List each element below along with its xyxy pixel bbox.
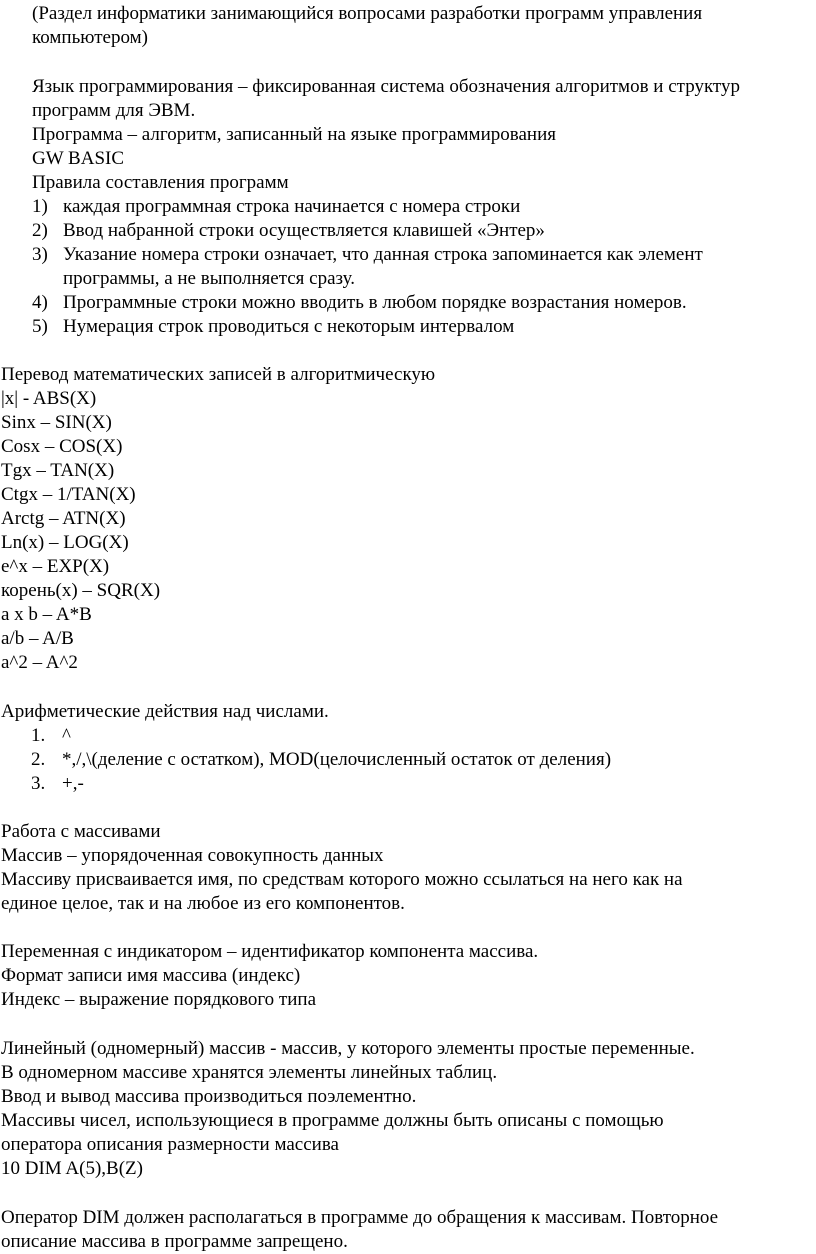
list-item-text: *,/,\(деление с остатком), MOD(целочисленный остаток от деления) xyxy=(62,749,612,770)
list-item-text: Ввод набранной строки осуществляется клавишей «Энтер» xyxy=(63,220,545,241)
array-naming-line-2: единое целое, так и на любое из его компонентов. xyxy=(1,893,405,914)
translation-title: Перевод математических записей в алгоритмическую xyxy=(1,364,436,385)
formula-item: Sinx – SIN(X) xyxy=(1,412,112,433)
list-item-text: +,- xyxy=(62,773,84,794)
list-item-number: 3. xyxy=(31,773,46,794)
formula-item: Tgx – TAN(X) xyxy=(1,460,115,481)
list-item-number: 5) xyxy=(32,316,48,337)
list-item-text: ^ xyxy=(62,725,71,746)
formula-item: корень(x) – SQR(X) xyxy=(1,580,161,601)
list-item-number: 1) xyxy=(32,196,48,217)
formula-item: Cosx – COS(X) xyxy=(1,436,123,457)
formula-item: Ln(x) – LOG(X) xyxy=(1,532,129,553)
array-io: Ввод и вывод массива производиться поэлементно. xyxy=(1,1086,417,1107)
list-item-text: Программные строки можно вводить в любом порядке возрастания номеров. xyxy=(63,292,687,313)
list-item-text: Указание номера строки означает, что данная строка запоминается как элемент xyxy=(63,244,703,265)
formula-item: a/b – A/B xyxy=(1,628,74,649)
formula-item: |x| - ABS(X) xyxy=(1,388,97,409)
linear-array-storage: В одномерном массиве хранятся элементы линейных таблиц. xyxy=(1,1062,498,1083)
list-item-number: 2) xyxy=(32,220,48,241)
array-index: Индекс – выражение порядкового типа xyxy=(1,989,317,1010)
array-format: Формат записи имя массива (индекс) xyxy=(1,965,301,986)
rules-title: Правила составления программ xyxy=(32,172,289,193)
indexed-variable: Переменная с индикатором – идентификатор компонента массива. xyxy=(1,941,539,962)
list-item-number: 2. xyxy=(31,749,46,770)
arrays-title: Работа с массивами xyxy=(1,821,161,842)
dim-example: 10 DIM A(5),B(Z) xyxy=(1,1158,143,1179)
array-declaration-line-1: Массивы чисел, использующиеся в программе должны быть описаны с помощью xyxy=(1,1110,664,1131)
def-program: Программа – алгоритм, записанный на языке программирования xyxy=(32,124,556,145)
dim-rule-line-2: описание массива в программе запрещено. xyxy=(1,1231,348,1252)
formula-item: e^x – EXP(X) xyxy=(1,556,110,577)
intro-line-2: компьютером) xyxy=(32,27,148,48)
list-item-number: 3) xyxy=(32,244,48,265)
array-declaration-line-2: оператора описания размерности массива xyxy=(1,1134,339,1155)
list-item-number: 1. xyxy=(31,725,46,746)
formula-item: a^2 – A^2 xyxy=(1,652,78,673)
intro-line-1: (Раздел информатики занимающийся вопросами разработки программ управления xyxy=(32,3,703,24)
def-language-line-1: Язык программирования – фиксированная система обозначения алгоритмов и структур xyxy=(32,76,740,97)
array-definition: Массив – упорядоченная совокупность данных xyxy=(1,845,384,866)
linear-array: Линейный (одномерный) массив - массив, у которого элементы простые переменные. xyxy=(1,1038,695,1059)
array-naming-line-1: Массиву присваивается имя, по средствам которого можно ссылаться на него как на xyxy=(1,869,683,890)
formula-item: a x b – A*B xyxy=(1,604,92,625)
formula-item: Ctgx – 1/TAN(X) xyxy=(1,484,136,505)
list-item-text: каждая программная строка начинается с номера строки xyxy=(63,196,521,217)
formula-item: Arctg – ATN(X) xyxy=(1,508,126,529)
dim-rule-line-1: Оператор DIM должен располагаться в программе до обращения к массивам. Повторное xyxy=(1,1207,719,1228)
list-item-text-continued: программы, а не выполняется сразу. xyxy=(63,268,355,289)
list-item-text: Нумерация строк проводиться с некоторым интервалом xyxy=(63,316,515,337)
arithmetic-title: Арифметические действия над числами. xyxy=(1,701,329,722)
list-item-number: 4) xyxy=(32,292,48,313)
language-name: GW BASIC xyxy=(32,148,125,169)
def-language-line-2: программ для ЭВМ. xyxy=(32,100,196,121)
